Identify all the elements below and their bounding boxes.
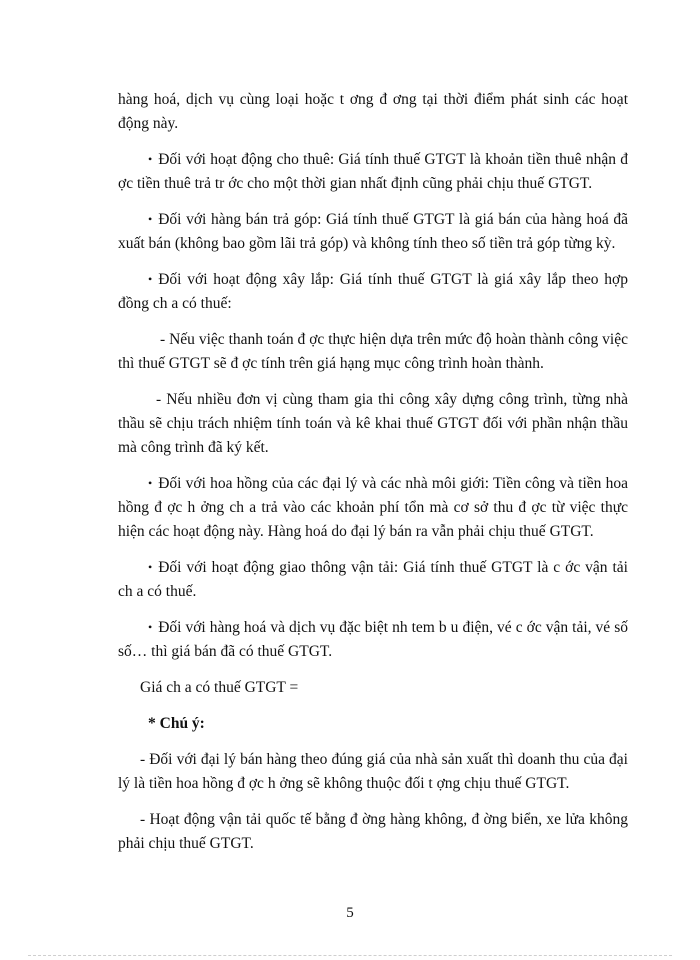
note-item-agent: - Đối với đại lý bán hàng theo đúng giá của nhà sản xuất thì doanh thu của đại lý là tiền hoa hồng đ ợc h ởng sẽ không thuộc đối t ợng chịu thuế GTGT. [118,751,628,792]
bullet-installment [118,208,628,256]
paragraph-intro: hàng hoá, dịch vụ cùng loại hoặc t ơng đ ơng tại thời điểm phát sinh các hoạt động này. [118,91,628,132]
bullet-commission [118,472,628,544]
page-number: 5 [346,905,354,921]
bullet-text: Đối với hoạt động cho thuê: Giá tính thuế GTGT là khoản tiền thuê nhận đ ợc tiền thuê trả tr ớc cho một thời gian nhất định cũng phải chịu thuế GTGT. [118,151,628,192]
dash-item-payment: - Nếu việc thanh toán đ ợc thực hiện dựa trên mức độ hoàn thành công việc thì thuế GTGT sẽ đ ợc tính trên giá hạng mục công trình hoàn thành. [118,331,628,372]
bullet-icon: • [148,212,153,226]
bullet-special-goods [118,616,628,664]
note-heading: * Chú ý: [148,715,205,732]
bullet-text: Đối với hàng hoá và dịch vụ đặc biệt nh tem b u điện, vé c ớc vận tải, vé số số… thì giá bán đã có thuế GTGT. [118,619,628,660]
bullet-icon: • [148,152,153,166]
bullet-text: Đối với hoa hồng của các đại lý và các nhà môi giới: Tiền công và tiền hoa hồng đ ợc h ởng ch a trả vào các khoản phí tổn mà cơ sở thu đ ợc từ việc thực hiện các hoạt động này. Hàng hoá do đại lý bán ra vẫn phải chịu thuế GTGT. [118,475,628,540]
formula-line: Giá ch a có thuế GTGT = [140,679,299,696]
bullet-text: Đối với hoạt động xây lắp: Giá tính thuế GTGT là giá xây lắp theo hợp đồng ch a có thuế: [118,271,628,312]
note-item-international-transport: - Hoạt động vận tải quốc tế bằng đ ờng hàng không, đ ờng biển, xe lửa không phải chịu thuế GTGT. [118,811,628,852]
bullet-transport [118,556,628,604]
bullet-construction [118,268,628,316]
bullet-text: Đối với hoạt động giao thông vận tải: Giá tính thuế GTGT là c ớc vận tải ch a có thuế. [118,559,628,600]
bullet-icon: • [148,560,153,574]
bullet-text: Đối với hàng bán trả góp: Giá tính thuế GTGT là giá bán của hàng hoá đã xuất bán (không bao gồm lãi trả góp) và không tính theo số tiền trả góp từng kỳ. [118,211,628,252]
bullet-icon: • [148,620,153,634]
page-bottom-divider [28,955,672,956]
bullet-icon: • [148,476,153,490]
bullet-rental [118,148,628,196]
body-text [118,88,628,868]
dash-item-contractors: - Nếu nhiều đơn vị cùng tham gia thi công xây dựng công trình, từng nhà thầu sẽ chịu trách nhiệm tính toán và kê khai thuế GTGT đối với phần nhận thầu mà công trình đã ký kết. [118,391,628,456]
bullet-icon: • [148,272,153,286]
